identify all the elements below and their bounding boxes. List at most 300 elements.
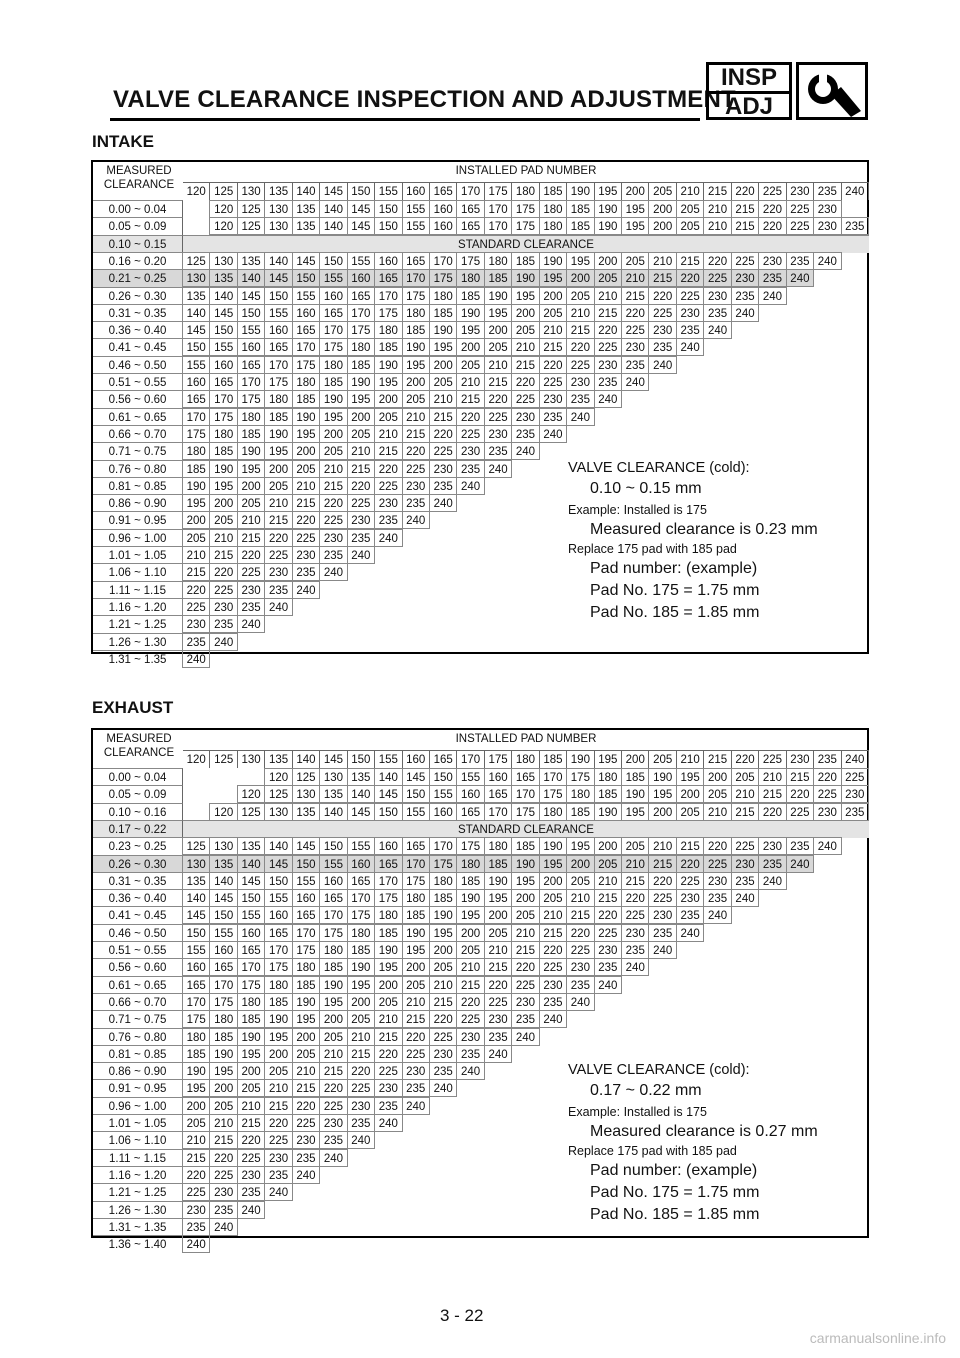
intake-pad-cell: 210 xyxy=(566,304,594,322)
exhaust-pad-cell: 225 xyxy=(402,1045,430,1063)
intake-pad-cell: 175 xyxy=(292,356,320,374)
intake-pad-header: 175 xyxy=(485,182,512,200)
exhaust-pad-cell: 190 xyxy=(594,803,622,821)
exhaust-pad-cell: 200 xyxy=(676,785,704,803)
intake-pad-cell: 240 xyxy=(676,338,704,356)
intake-pad-cell: 200 xyxy=(648,217,676,235)
exhaust-pad-cell: 125 xyxy=(182,837,210,855)
page-title: VALVE CLEARANCE INSPECTION AND ADJUSTMENT xyxy=(113,86,736,113)
intake-pad-cell: 120 xyxy=(209,200,237,218)
intake-pad-header: 200 xyxy=(622,182,649,200)
exhaust-row-label: 1.11 ~ 1.15 xyxy=(93,1149,183,1167)
exhaust-pad-cell: 215 xyxy=(347,1045,375,1063)
exhaust-pad-header: 180 xyxy=(512,750,539,768)
exhaust-pad-cell: 235 xyxy=(758,855,786,873)
exhaust-pad-cell: 205 xyxy=(264,1062,292,1080)
intake-pad-cell: 210 xyxy=(703,217,731,235)
exhaust-pad-header: 205 xyxy=(649,750,676,768)
intake-pad-cell: 195 xyxy=(429,338,457,356)
exhaust-pad-cell: 210 xyxy=(374,1010,402,1028)
intake-pad-cell: 180 xyxy=(209,425,237,443)
exhaust-pad-cell: 220 xyxy=(648,872,676,890)
exhaust-pad-cell: 180 xyxy=(484,837,512,855)
exhaust-pad-cell: 200 xyxy=(539,872,567,890)
exhaust-pad-cell: 135 xyxy=(182,872,210,890)
exhaust-pad-cell: 180 xyxy=(347,924,375,942)
intake-title: INTAKE xyxy=(92,132,155,151)
intake-pad-cell: 220 xyxy=(648,287,676,305)
intake-pad-cell: 200 xyxy=(594,252,622,270)
exhaust-pad-cell: 240 xyxy=(758,872,786,890)
exhaust-pad-cell: 230 xyxy=(209,1183,237,1201)
exhaust-row-label: 0.91 ~ 0.95 xyxy=(93,1079,183,1097)
exhaust-pad-cell: 190 xyxy=(374,941,402,959)
exhaust-pad-cell: 185 xyxy=(319,958,347,976)
intake-row-label: 0.56 ~ 0.60 xyxy=(93,390,183,408)
exhaust-pad-cell: 150 xyxy=(292,855,320,873)
intake-pad-cell: 150 xyxy=(374,200,402,218)
intake-pad-header: 185 xyxy=(540,182,567,200)
exhaust-pad-cell: 125 xyxy=(292,768,320,786)
intake-pad-cell: 150 xyxy=(264,287,292,305)
title-underline xyxy=(110,118,700,121)
intake-pad-cell: 155 xyxy=(264,304,292,322)
intake-pad-cell: 225 xyxy=(676,287,704,305)
exhaust-pad-cell: 170 xyxy=(374,872,402,890)
exhaust-pad-cell: 215 xyxy=(292,1079,320,1097)
exhaust-pad-cell: 170 xyxy=(237,958,265,976)
exhaust-pad-cell: 240 xyxy=(182,1235,210,1253)
exhaust-note-replace: Replace 175 pad with 185 pad xyxy=(568,1144,737,1158)
intake-pad-cell: 235 xyxy=(237,598,265,616)
exhaust-pad-cell: 240 xyxy=(703,906,731,924)
intake-pad-cell: 165 xyxy=(292,321,320,339)
exhaust-pad-cell: 220 xyxy=(347,1062,375,1080)
intake-pad-cell: 235 xyxy=(621,356,649,374)
intake-pad-cell: 190 xyxy=(374,356,402,374)
intake-pad-cell: 155 xyxy=(237,321,265,339)
intake-pad-header: 145 xyxy=(320,182,347,200)
intake-row-label: 1.31 ~ 1.35 xyxy=(93,650,183,668)
exhaust-pad-cell: 145 xyxy=(402,768,430,786)
intake-row-label: 0.26 ~ 0.30 xyxy=(93,287,183,305)
exhaust-pad-cell: 225 xyxy=(237,1149,265,1167)
intake-pad-cell: 220 xyxy=(758,217,786,235)
exhaust-pad-cell: 230 xyxy=(841,785,869,803)
intake-row-label: 0.66 ~ 0.70 xyxy=(93,425,183,443)
intake-pad-cell: 165 xyxy=(319,304,347,322)
exhaust-pad-cell: 235 xyxy=(648,924,676,942)
intake-row-label: 0.00 ~ 0.04 xyxy=(93,200,183,218)
exhaust-pad-cell: 175 xyxy=(511,803,539,821)
exhaust-pad-cell: 240 xyxy=(347,1131,375,1149)
intake-pad-cell: 170 xyxy=(209,390,237,408)
intake-pad-cell: 160 xyxy=(429,217,457,235)
intake-pad-cell: 190 xyxy=(237,442,265,460)
exhaust-pad-header: 140 xyxy=(293,750,320,768)
intake-pad-cell: 145 xyxy=(237,287,265,305)
exhaust-pad-cell: 205 xyxy=(731,768,759,786)
exhaust-pad-cell: 195 xyxy=(539,855,567,873)
exhaust-pad-cell: 190 xyxy=(539,837,567,855)
intake-pad-cell: 150 xyxy=(292,269,320,287)
exhaust-pad-cell: 180 xyxy=(237,993,265,1011)
exhaust-installed-header: INSTALLED PAD NUMBER xyxy=(455,733,597,745)
intake-pad-cell: 175 xyxy=(237,390,265,408)
intake-pad-cell: 195 xyxy=(456,321,484,339)
intake-pad-cell: 225 xyxy=(429,442,457,460)
exhaust-pad-cell: 220 xyxy=(703,837,731,855)
exhaust-row-label: 0.05 ~ 0.09 xyxy=(93,785,183,803)
intake-note-replace: Replace 175 pad with 185 pad xyxy=(568,542,737,556)
exhaust-pad-cell: 210 xyxy=(182,1131,210,1149)
exhaust-pad-cell: 155 xyxy=(456,768,484,786)
intake-measured-header: MEASURED CLEARANCE xyxy=(103,165,175,191)
intake-pad-cell: 185 xyxy=(566,217,594,235)
exhaust-pad-cell: 185 xyxy=(511,837,539,855)
exhaust-pad-cell: 190 xyxy=(182,1062,210,1080)
exhaust-pad-cell: 230 xyxy=(758,837,786,855)
exhaust-pad-cell: 180 xyxy=(539,803,567,821)
intake-pad-header: 230 xyxy=(787,182,814,200)
exhaust-pad-cell: 170 xyxy=(264,941,292,959)
intake-pad-cell: 200 xyxy=(347,408,375,426)
page-number: 3 - 22 xyxy=(440,1306,484,1325)
exhaust-pad-cell: 235 xyxy=(841,803,869,821)
intake-pad-cell: 215 xyxy=(237,529,265,547)
exhaust-row-label: 0.76 ~ 0.80 xyxy=(93,1028,183,1046)
intake-pad-cell: 235 xyxy=(292,563,320,581)
intake-pad-cell: 135 xyxy=(237,252,265,270)
exhaust-pad-cell: 215 xyxy=(731,803,759,821)
intake-pad-cell: 190 xyxy=(319,390,347,408)
exhaust-pad-cell: 170 xyxy=(511,785,539,803)
intake-pad-cell: 165 xyxy=(264,338,292,356)
exhaust-pad-cell: 220 xyxy=(182,1166,210,1184)
exhaust-pad-cell: 230 xyxy=(264,1149,292,1167)
intake-pad-header: 220 xyxy=(732,182,759,200)
intake-pad-cell: 235 xyxy=(703,304,731,322)
intake-pad-cell: 180 xyxy=(402,304,430,322)
intake-pad-cell: 205 xyxy=(264,477,292,495)
exhaust-pad-cell: 165 xyxy=(209,958,237,976)
intake-pad-header: 160 xyxy=(403,182,430,200)
intake-pad-cell: 230 xyxy=(621,338,649,356)
exhaust-pad-cell: 205 xyxy=(429,958,457,976)
exhaust-pad-cell: 160 xyxy=(182,958,210,976)
intake-pad-cell: 205 xyxy=(429,373,457,391)
exhaust-row-label: 0.46 ~ 0.50 xyxy=(93,924,183,942)
intake-pad-cell: 180 xyxy=(182,442,210,460)
intake-pad-cell: 220 xyxy=(511,373,539,391)
intake-pad-cell: 195 xyxy=(374,373,402,391)
intake-row-label: 1.26 ~ 1.30 xyxy=(93,633,183,651)
exhaust-pad-cell: 235 xyxy=(264,1166,292,1184)
intake-pad-cell: 225 xyxy=(786,217,814,235)
exhaust-pad-cell: 225 xyxy=(484,993,512,1011)
exhaust-pad-cell: 170 xyxy=(402,855,430,873)
intake-pad-cell: 195 xyxy=(539,269,567,287)
intake-pad-cell: 200 xyxy=(456,338,484,356)
exhaust-pad-cell: 195 xyxy=(429,924,457,942)
intake-pad-cell: 225 xyxy=(456,425,484,443)
intake-pad-cell: 215 xyxy=(676,252,704,270)
exhaust-pad-cell: 165 xyxy=(182,976,210,994)
intake-pad-cell: 210 xyxy=(402,408,430,426)
intake-pad-cell: 235 xyxy=(648,338,676,356)
intake-pad-header: 240 xyxy=(842,182,869,200)
intake-pad-cell: 240 xyxy=(539,425,567,443)
exhaust-pad-cell: 225 xyxy=(429,1028,457,1046)
intake-pad-cell: 180 xyxy=(347,338,375,356)
intake-pad-cell: 240 xyxy=(292,581,320,599)
intake-pad-cell: 145 xyxy=(264,269,292,287)
exhaust-pad-cell: 150 xyxy=(429,768,457,786)
intake-pad-cell: 175 xyxy=(402,287,430,305)
exhaust-pad-cell: 220 xyxy=(511,958,539,976)
exhaust-pad-cell: 235 xyxy=(456,1045,484,1063)
exhaust-row-label: 0.00 ~ 0.04 xyxy=(93,768,183,786)
exhaust-pad-cell: 220 xyxy=(402,1028,430,1046)
exhaust-pad-cell: 215 xyxy=(758,785,786,803)
exhaust-pad-cell: 235 xyxy=(319,1131,347,1149)
intake-pad-cell: 140 xyxy=(319,200,347,218)
intake-pad-cell: 210 xyxy=(292,477,320,495)
intake-pad-cell: 230 xyxy=(813,217,841,235)
exhaust-pad-cell: 135 xyxy=(347,768,375,786)
exhaust-pad-cell: 215 xyxy=(648,855,676,873)
exhaust-pad-cell: 165 xyxy=(237,941,265,959)
exhaust-pad-cell: 185 xyxy=(594,785,622,803)
intake-note-heading: VALVE CLEARANCE (cold): xyxy=(568,460,750,476)
exhaust-pad-cell: 120 xyxy=(264,768,292,786)
exhaust-pad-cell: 195 xyxy=(319,993,347,1011)
exhaust-row-label: 0.23 ~ 0.25 xyxy=(93,837,183,855)
exhaust-pad-cell: 165 xyxy=(402,837,430,855)
exhaust-pad-cell: 175 xyxy=(182,1010,210,1028)
intake-pad-cell: 205 xyxy=(484,338,512,356)
intake-pad-cell: 240 xyxy=(182,650,210,668)
exhaust-pad-cell: 240 xyxy=(511,1028,539,1046)
exhaust-pad-cell: 230 xyxy=(292,1131,320,1149)
intake-pad-cell: 170 xyxy=(319,321,347,339)
exhaust-pad-cell: 170 xyxy=(182,993,210,1011)
exhaust-pad-cell: 195 xyxy=(182,1079,210,1097)
intake-pad-cell: 230 xyxy=(292,546,320,564)
intake-pad-cell: 220 xyxy=(539,356,567,374)
exhaust-pad-cell: 210 xyxy=(237,1097,265,1115)
exhaust-pad-cell: 225 xyxy=(292,1114,320,1132)
exhaust-pad-cell: 180 xyxy=(402,889,430,907)
exhaust-pad-cell: 230 xyxy=(703,872,731,890)
intake-pad-cell: 205 xyxy=(237,494,265,512)
intake-pad-cell: 225 xyxy=(786,200,814,218)
intake-pad-header: 215 xyxy=(704,182,731,200)
exhaust-pad-cell: 220 xyxy=(758,803,786,821)
exhaust-row-label: 0.96 ~ 1.00 xyxy=(93,1097,183,1115)
intake-row-label: 0.86 ~ 0.90 xyxy=(93,494,183,512)
intake-pad-cell: 200 xyxy=(319,425,347,443)
intake-pad-cell: 160 xyxy=(319,287,347,305)
exhaust-pad-cell: 200 xyxy=(182,1097,210,1115)
exhaust-pad-cell: 210 xyxy=(594,872,622,890)
intake-pad-cell: 240 xyxy=(429,494,457,512)
exhaust-pad-cell: 235 xyxy=(731,872,759,890)
intake-pad-cell: 175 xyxy=(347,321,375,339)
exhaust-pad-cell: 140 xyxy=(374,768,402,786)
exhaust-pad-cell: 210 xyxy=(456,958,484,976)
intake-pad-cell: 180 xyxy=(539,200,567,218)
intake-pad-cell: 190 xyxy=(594,217,622,235)
intake-pad-cell: 210 xyxy=(182,546,210,564)
exhaust-pad-header: 195 xyxy=(595,750,622,768)
intake-pad-cell: 220 xyxy=(594,321,622,339)
exhaust-pad-cell: 230 xyxy=(621,924,649,942)
intake-pad-cell: 230 xyxy=(319,529,347,547)
exhaust-pad-cell: 180 xyxy=(292,958,320,976)
exhaust-pad-cell: 230 xyxy=(402,1062,430,1080)
intake-pad-cell: 240 xyxy=(319,563,347,581)
intake-pad-cell: 175 xyxy=(182,425,210,443)
intake-pad-cell: 215 xyxy=(264,511,292,529)
exhaust-pad-cell: 240 xyxy=(594,976,622,994)
exhaust-pad-cell: 130 xyxy=(182,855,210,873)
exhaust-pad-cell: 195 xyxy=(484,889,512,907)
exhaust-pad-cell: 195 xyxy=(676,768,704,786)
intake-pad-cell: 150 xyxy=(374,217,402,235)
intake-pad-cell: 165 xyxy=(456,200,484,218)
intake-pad-cell: 215 xyxy=(429,408,457,426)
intake-pad-cell: 180 xyxy=(264,390,292,408)
exhaust-pad-cell: 225 xyxy=(374,1062,402,1080)
intake-pad-cell: 180 xyxy=(292,373,320,391)
exhaust-note-pad-heading: Pad number: (example) xyxy=(590,1162,758,1179)
intake-pad-cell: 230 xyxy=(264,563,292,581)
exhaust-pad-cell: 150 xyxy=(264,872,292,890)
intake-pad-cell: 190 xyxy=(182,477,210,495)
intake-pad-cell: 225 xyxy=(703,269,731,287)
intake-row-label: 0.05 ~ 0.09 xyxy=(93,217,183,235)
intake-pad-cell: 150 xyxy=(319,252,347,270)
exhaust-pad-cell: 190 xyxy=(264,1010,292,1028)
exhaust-pad-cell: 220 xyxy=(786,785,814,803)
intake-note xyxy=(568,458,818,624)
exhaust-pad-cell: 205 xyxy=(511,906,539,924)
exhaust-pad-cell: 210 xyxy=(566,889,594,907)
exhaust-pad-cell: 175 xyxy=(347,906,375,924)
intake-pad-cell: 220 xyxy=(429,425,457,443)
exhaust-pad-cell: 170 xyxy=(319,906,347,924)
exhaust-row-label: 0.61 ~ 0.65 xyxy=(93,976,183,994)
exhaust-pad-cell: 190 xyxy=(511,855,539,873)
exhaust-pad-cell: 220 xyxy=(621,889,649,907)
intake-pad-cell: 130 xyxy=(264,217,292,235)
exhaust-pad-cell: 205 xyxy=(347,1010,375,1028)
exhaust-pad-cell: 195 xyxy=(347,976,375,994)
intake-pad-cell: 175 xyxy=(374,304,402,322)
intake-pad-cell: 235 xyxy=(209,615,237,633)
intake-pad-cell: 240 xyxy=(484,460,512,478)
exhaust-note-spec: 0.17 ~ 0.22 mm xyxy=(590,1082,702,1099)
exhaust-standard-clearance: STANDARD CLEARANCE xyxy=(183,820,869,838)
exhaust-pad-cell: 165 xyxy=(319,889,347,907)
exhaust-pad-cell: 230 xyxy=(374,1079,402,1097)
intake-pad-cell: 200 xyxy=(182,511,210,529)
exhaust-pad-header: 130 xyxy=(238,750,265,768)
exhaust-pad-cell: 215 xyxy=(484,958,512,976)
exhaust-pad-cell: 200 xyxy=(264,1045,292,1063)
exhaust-pad-header: 120 xyxy=(183,750,210,768)
exhaust-pad-cell: 220 xyxy=(539,941,567,959)
intake-pad-header: 135 xyxy=(265,182,292,200)
intake-pad-cell: 160 xyxy=(237,338,265,356)
exhaust-pad-cell: 215 xyxy=(594,889,622,907)
exhaust-pad-cell: 150 xyxy=(237,889,265,907)
intake-pad-cell: 145 xyxy=(292,252,320,270)
exhaust-pad-cell: 165 xyxy=(292,906,320,924)
intake-pad-cell: 195 xyxy=(566,252,594,270)
exhaust-pad-cell: 185 xyxy=(347,941,375,959)
exhaust-pad-cell: 175 xyxy=(264,958,292,976)
intake-pad-cell: 215 xyxy=(319,477,347,495)
intake-pad-cell: 230 xyxy=(374,494,402,512)
intake-pad-cell: 205 xyxy=(594,269,622,287)
intake-pad-cell: 160 xyxy=(429,200,457,218)
exhaust-row-label: 0.81 ~ 0.85 xyxy=(93,1045,183,1063)
intake-pad-cell: 155 xyxy=(319,269,347,287)
intake-pad-cell: 170 xyxy=(237,373,265,391)
intake-pad-cell: 205 xyxy=(182,529,210,547)
intake-note-example: Example: Installed is 175 xyxy=(568,503,707,517)
exhaust-pad-cell: 130 xyxy=(209,837,237,855)
intake-pad-cell: 200 xyxy=(374,390,402,408)
intake-pad-cell: 195 xyxy=(319,408,347,426)
intake-pad-cell: 175 xyxy=(429,269,457,287)
exhaust-note-measured: Measured clearance is 0.27 mm xyxy=(590,1123,818,1140)
exhaust-row-label: 0.36 ~ 0.40 xyxy=(93,889,183,907)
intake-row-label: 0.31 ~ 0.35 xyxy=(93,304,183,322)
exhaust-pad-cell: 195 xyxy=(456,906,484,924)
exhaust-pad-cell: 215 xyxy=(237,1114,265,1132)
intake-pad-cell: 130 xyxy=(209,252,237,270)
exhaust-pad-cell: 215 xyxy=(402,1010,430,1028)
exhaust-pad-cell: 225 xyxy=(703,855,731,873)
exhaust-pad-cell: 220 xyxy=(429,1010,457,1028)
intake-pad-cell: 165 xyxy=(237,356,265,374)
exhaust-pad-cell: 205 xyxy=(182,1114,210,1132)
intake-pad-cell: 215 xyxy=(456,390,484,408)
intake-pad-cell: 155 xyxy=(347,252,375,270)
exhaust-pad-cell: 205 xyxy=(402,976,430,994)
exhaust-pad-cell: 240 xyxy=(676,924,704,942)
exhaust-pad-cell: 235 xyxy=(511,1010,539,1028)
intake-pad-cell: 175 xyxy=(511,200,539,218)
intake-row-label: 0.36 ~ 0.40 xyxy=(93,321,183,339)
exhaust-pad-cell: 235 xyxy=(182,1218,210,1236)
intake-pad-cell: 200 xyxy=(264,460,292,478)
exhaust-pad-cell: 200 xyxy=(511,889,539,907)
intake-pad-cell: 220 xyxy=(703,252,731,270)
exhaust-pad-cell: 220 xyxy=(374,1045,402,1063)
exhaust-pad-cell: 185 xyxy=(374,924,402,942)
exhaust-pad-cell: 225 xyxy=(731,837,759,855)
exhaust-pad-cell: 205 xyxy=(703,785,731,803)
exhaust-pad-cell: 175 xyxy=(456,837,484,855)
exhaust-row-label: 1.06 ~ 1.10 xyxy=(93,1131,183,1149)
intake-pad-cell: 230 xyxy=(813,200,841,218)
exhaust-pad-cell: 200 xyxy=(456,924,484,942)
intake-pad-cell: 235 xyxy=(319,546,347,564)
